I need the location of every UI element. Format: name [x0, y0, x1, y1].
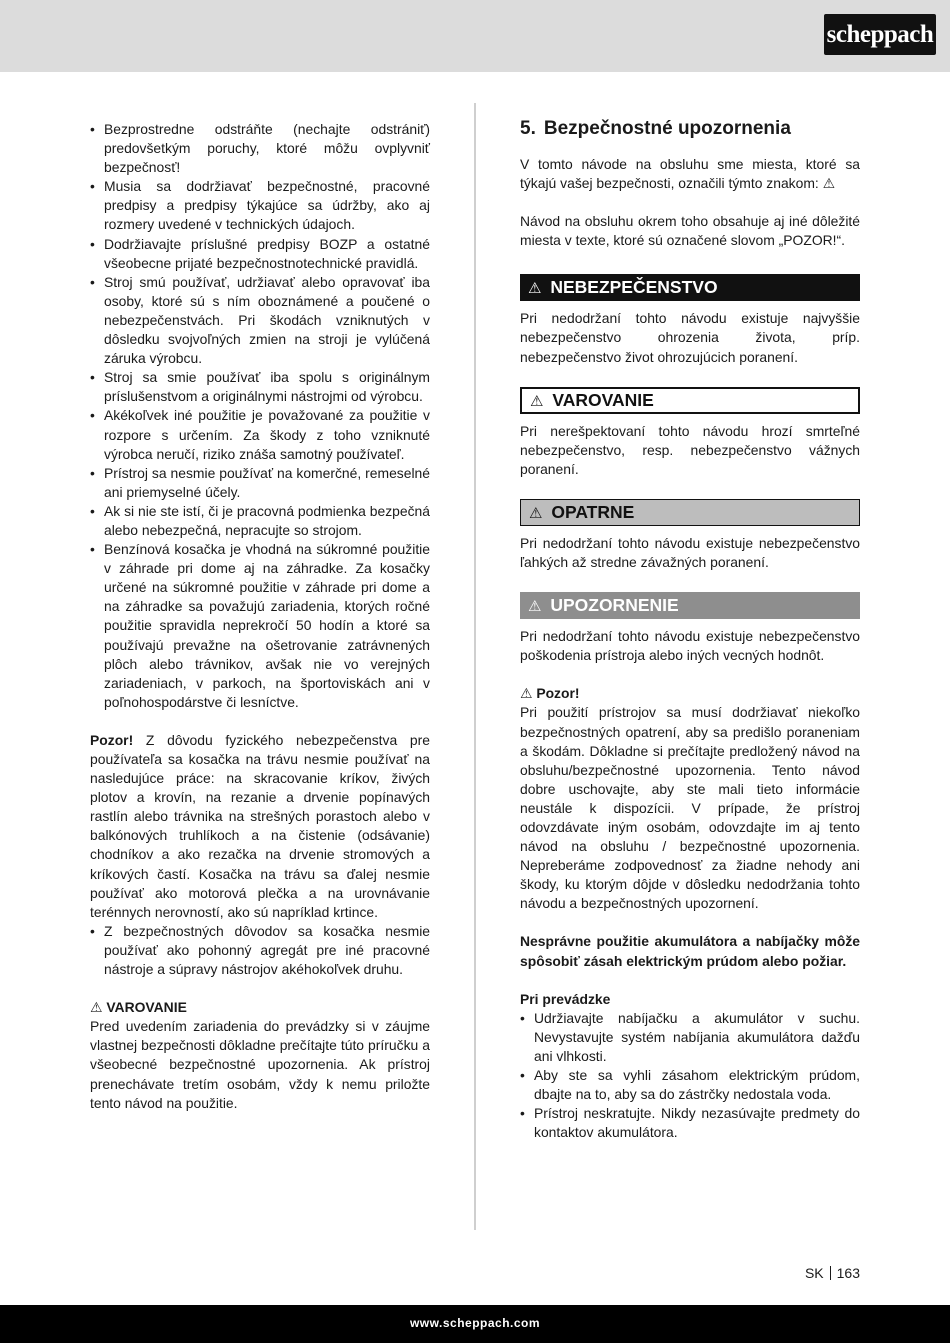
pozor-paragraph	[90, 731, 430, 922]
safety-bullet-list-2	[90, 922, 430, 979]
pozor-label: Pozor!	[536, 685, 580, 702]
warning-triangle-icon: ⚠	[530, 392, 544, 410]
list-item: • Stroj smú používať, udržiavať alebo opravovať iba osoby, ktoré sú s ním oboznámené a poučené o nebezpečenstvách. Pri škodách vzniknutých v dôsledku svojvoľných zmien na stroji je vylúčená záruka výrobcu.	[90, 273, 430, 368]
left-column	[90, 120, 430, 1113]
caution-heading-box	[520, 499, 860, 526]
intro-paragraph-2: Návod na obsluhu okrem toho obsahuje aj iné dôležité miesta v texte, ktoré sú označené slovom „POZOR!“.	[520, 213, 860, 249]
scheppach-logo: scheppach	[824, 14, 936, 55]
list-item: • Aby ste sa vyhli zásahom elektrickým prúdom, dbajte na to, aby sa do zástrčky nedostala voda.	[520, 1066, 860, 1104]
intro-paragraph-1: V tomto návode na obsluhu sme miesta, ktoré sa týkajú vašej bezpečnosti, označili týmto znakom: ⚠	[520, 156, 860, 192]
caution-label: OPATRNE	[551, 501, 635, 522]
list-item: • Ak si nie ste istí, či je pracovná podmienka bezpečná alebo nebezpečná, nepracujte so strojom.	[90, 502, 430, 540]
warning-icon: ⚠	[90, 999, 103, 1016]
pozor-text: Pri použití prístrojov sa musí dodržiavať niekoľko bezpečnostných opatrení, aby sa predišlo poraneniam a škodám. Dôkladne si prečítajte predložený návod na obsluhu/bezpečnostné upozornenia. Tento návod dobre uschovajte, aby ste mali tieto informácie neustále k dispozícii. V prípade, že prístroj odovzdávate iným osobám, odovzdajte im aj tento návod na obsluhu / bezpečnostné upozornenia. Nepreberáme zodpovednosť za žiadne nehody ani škody, ku ktorým dôjde v dôsledku nedodržania tohto návodu a bezpečnostných upozornení.	[520, 704, 860, 912]
column-divider	[474, 103, 476, 1230]
footer-separator	[830, 1266, 831, 1280]
page-number-value: 163	[836, 1265, 860, 1281]
section-title-text: Bezpečnostné upozornenia	[543, 118, 791, 139]
list-item: • Udržiavajte nabíjačku a akumulátor v suchu. Nevystavujte systém nabíjania akumulátora dažďu ani vlhkosti.	[520, 1009, 860, 1066]
operation-bullet-list	[520, 1009, 860, 1143]
warning-triangle-icon: ⚠	[520, 685, 533, 702]
section-number: 5.	[520, 118, 536, 139]
header-bar	[0, 0, 950, 72]
website-url[interactable]: www.scheppach.com	[409, 1316, 541, 1330]
warning-triangle-icon: ⚠	[529, 504, 543, 522]
caution-text: Pri nedodržaní tohto návodu existuje nebezpečenstvo ľahkých až stredne závažných poranení.	[520, 534, 860, 571]
danger-heading-box	[520, 274, 860, 301]
list-item: • Akékoľvek iné použitie je považované za použitie v rozpore s určením. Za škody z toho vzniknuté výrobca neručí, riziko znáša samotný používateľ.	[90, 406, 430, 463]
battery-warning: Nesprávne použitie akumulátora a nabíjačky môže spôsobiť zásah elektrickým prúdom alebo požiar.	[520, 933, 860, 969]
warning-triangle-icon: ⚠	[528, 598, 542, 616]
list-item: • Dodržiavajte príslušné predpisy BOZP a ostatné všeobecne prijaté bezpečnostnotechnické pravidlá.	[90, 235, 430, 273]
danger-text: Pri nedodržaní tohto návodu existuje najvyššie nebezpečenstvo ohrozenia života, príp. nebezpečenstvo život ohrozujúcich poranení.	[520, 310, 860, 365]
list-item: • Z bezpečnostných dôvodov sa kosačka nesmie používať ako pohonný agregát pre iné pracovné nástroje a súpravy nástrojov akéhokoľvek druhu.	[90, 922, 430, 979]
list-item: • Benzínová kosačka je vhodná na súkromné použitie v záhrade pri dome aj na záhradke. Za kosačky určené na súkromné použitie v záhrade pri dome a na záhradke sa považujú zariadenia, ktorých ročné použitie spravidla neprekročí 50 hodín a ktoré sa používajú prevažne na ošetrovanie zatrávnených plôch alebo trávnikov, avšak nie vo verejných zariadeniach, v parkoch, na športoviskách ani v poľnohospodárstve či lesníctve.	[90, 540, 430, 712]
operation-heading: Pri prevádzke	[520, 990, 611, 1007]
right-column	[520, 120, 860, 1142]
list-item: • Prístroj sa nesmie používať na komerčné, remeselné ani priemyselné účely.	[90, 464, 430, 502]
danger-label: NEBEZPEČENSTVO	[550, 277, 718, 298]
section-title	[520, 117, 860, 141]
list-item: • Prístroj neskratujte. Nikdy nezasúvajte predmety do kontaktov akumulátora.	[520, 1104, 860, 1142]
footer-bar	[0, 1305, 950, 1343]
list-item: • Musia sa dodržiavať bezpečnostné, pracovné predpisy a predpisy týkajúce sa údržby, ako aj rozmery uvedené v technických údajoch.	[90, 177, 430, 234]
warning-heading	[90, 998, 430, 1017]
language-code: SK	[804, 1265, 824, 1281]
warning-text: Pred uvedením zariadenia do prevádzky si v záujme vlastnej bezpečnosti dôkladne prečítajte túto príručku a všeobecné bezpečnostné upozornenia. Ak prístroj prenechávate tretím osobám, vždy k nemu priložte tento návod na použitie.	[90, 1018, 430, 1111]
warning-level-text: Pri nerešpektovaní tohto návodu hrozí smrteľné nebezpečenstvo, resp. nebezpečenstvo vážnych poranení.	[520, 422, 860, 477]
warning-level-label: VAROVANIE	[552, 389, 654, 410]
page-number	[805, 1264, 860, 1282]
pozor-heading	[520, 684, 860, 703]
list-item: • Stroj sa smie používať iba spolu s originálnym príslušenstvom a originálnymi nástrojmi od výrobcu.	[90, 368, 430, 406]
notice-text: Pri nedodržaní tohto návodu existuje nebezpečenstvo poškodenia prístroja alebo iných vecných hodnôt.	[520, 628, 860, 664]
warning-label: VAROVANIE	[106, 999, 187, 1016]
pozor-text: Z dôvodu fyzického nebezpečenstva pre používateľa sa kosačka na trávu nesmie používať na nasledujúce práce: na skracovanie kríkov, živých plotov a krovín, na rezanie a drvenie popínavých rastlín alebo trávnika na strešných porastoch alebo v balkónových truhlíkoch a na čistenie (odsávanie) chodníkov a ako rezačka na drvenie stromových a kríkových častí. Kosačka na trávu sa ďalej nesmie používať ako motorová plečka a na urovnávanie terénnych nerovností, ako sú napríklad krtince.	[90, 731, 430, 920]
pozor-label: Pozor!	[90, 731, 134, 748]
warning-heading-box	[520, 387, 860, 414]
notice-label: UPOZORNENIE	[550, 595, 679, 616]
notice-heading-box	[520, 592, 860, 619]
list-item: • Bezprostredne odstráňte (nechajte odstrániť) predovšetkým poruchy, ktoré môžu ovplyvniť bezpečnosť!	[90, 120, 430, 177]
warning-triangle-icon: ⚠	[528, 280, 542, 298]
safety-bullet-list	[90, 120, 430, 712]
